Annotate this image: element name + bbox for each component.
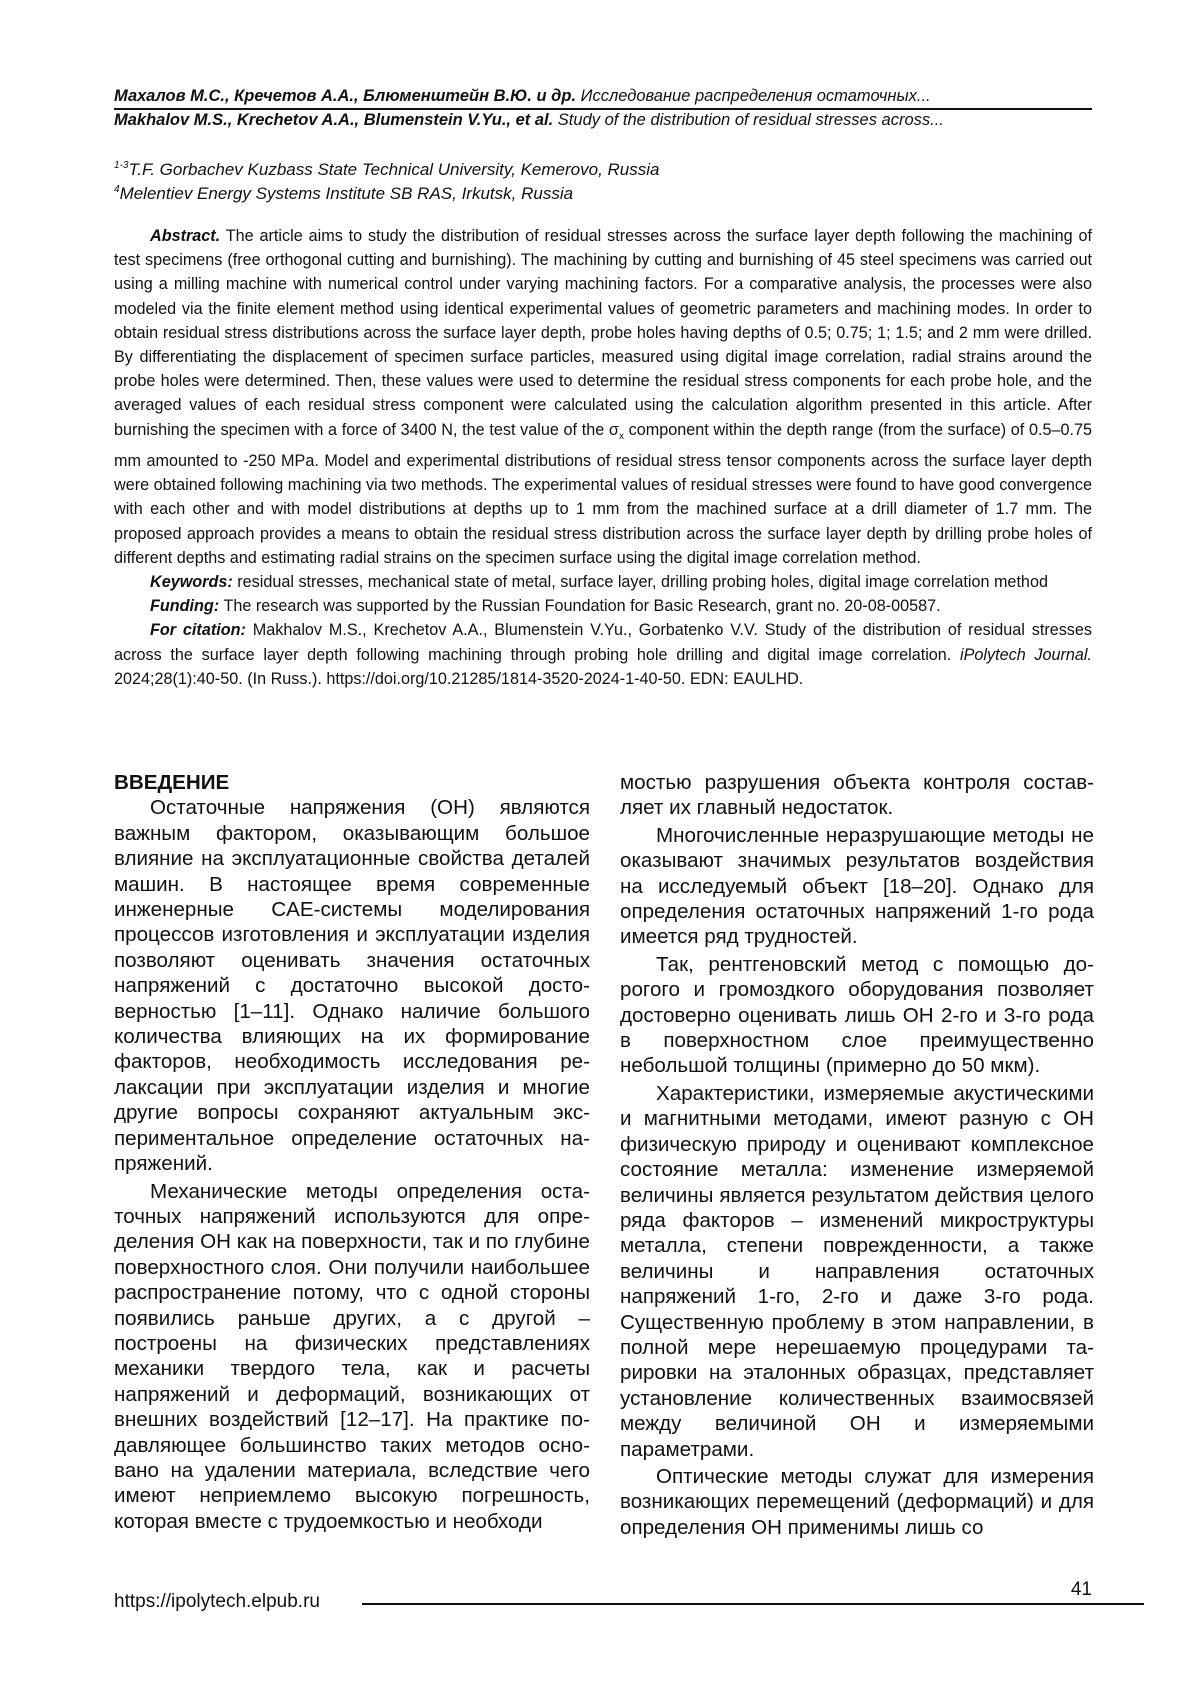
right-paragraph-1: Многочисленные неразрушающие методы не оказывают значимых результатов воздействия на исследуемый объект [18–20]. Однако для определения остаточных напряжений 1-го рода имеется ряд трудностей. <box>620 823 1094 949</box>
footer-rule <box>362 1603 1144 1605</box>
abstract-text-part-2: component within the depth range (from the surface) of 0.5–0.75 mm amounted to -250 MPa. Model and experimental distributions of residual stress tensor components across the surface layer depth were obtained following machining via two methods. The experimental values of residual stresses were found to have good convergence with each other and with model distributions at depths up to 1 mm from the machined surface at a drill diameter of 1.7 mm. The proposed approach provides a means to obtain the residual stress distribution across the surface layer depth by drilling probe holes of different depths and estimating radial strains on the specimen surface using the digital image correlation method. <box>114 420 1093 567</box>
running-header-en <box>114 110 1092 131</box>
funding-text: The research was supported by the Russian Foundation for Basic Research, grant no. 20-08-00587. <box>223 597 941 616</box>
running-header-ru-title: Исследование распределения остаточных... <box>580 87 931 105</box>
right-paragraph-3: Характеристики, измеряемые акустическими и магнитными методами, имеют разную с ОН физическую природу и оценивают комплексное состояние металла: изменение измеряемой величины является результатом действия целого ряда факторов – изменений микроструктуры металла, степени поврежденности, а также величины и направления остаточных напряжений 1-го, 2-го и даже 3-го рода. Существенную проблему в этом направлении, в полной мере нерешаемую процедурами тарировки на эталонных образцах, представляет установление количественных взаимосвязей между величиной ОН и измеряемыми параметрами. <box>620 1081 1094 1461</box>
citation-journal: iPolytech Journal. <box>960 645 1092 664</box>
page-footer <box>114 1579 1092 1612</box>
left-paragraph-2: Механические методы определения остаточных напряжений используются для определения ОН как на поверхности, так и по глубине поверхностного слоя. Они получили наибольшее распространение потому, что с одной стороны появились раньше других, а с другой – построены на физических представлениях механики твердого тела, как и расчеты напряжений и деформаций, возникающих от внешних воздействий [12–17]. На практике подавляющее большинство таких методов основано на удалении материала, вследствие чего имеют неприемлемо высокую погрешность, которая вместе с трудоемкостью и необходи <box>114 1179 590 1533</box>
abstract-text-part-1: The article aims to study the distribution of residual stresses across the surface layer depth following the machining of test specimens (free orthogonal cutting and burnishing). The machining by cutting and burnishing of 45 steel specimens was carried out using a milling machine with numerical control under varying machining factors. For a comparative analysis, the processes were also modeled via the finite element method using identical experimental values of geometric parameters and machining modes. In order to obtain residual stress distributions across the surface layer depth, probe holes having depths of 0.5; 0.75; 1; 1.5; and 2 mm were drilled. By differentiating the displacement of specimen surface particles, measured using digital image correlation, radial strains around the probe holes were determined. Then, these values were used to determine the residual stress components for each probe hole, and the averaged values of each residual stress component were calculated using the calculation algorithm presented in this article. After burnishing the specimen with a force of 3400 N, the test value of the σ <box>114 227 1092 439</box>
abstract-block <box>114 224 1092 691</box>
keywords-text: residual stresses, mechanical state of metal, surface layer, drilling probing holes, digital image correlation method <box>237 573 1048 592</box>
citation-paragraph <box>114 618 1092 691</box>
affiliation-2-text: Melentiev Energy Systems Institute SB RAS, Irkutsk, Russia <box>119 184 574 203</box>
abstract-paragraph <box>114 224 1092 570</box>
abstract-sigma-subscript: x <box>618 430 624 442</box>
affiliation-2-mark: 4 <box>114 184 120 195</box>
citation-label: For citation: <box>150 621 246 640</box>
section-heading: ВВЕДЕНИЕ <box>114 771 230 794</box>
running-header-en-title: Study of the distribution of residual stresses across... <box>557 111 944 129</box>
running-header <box>114 86 1092 131</box>
left-column <box>114 770 590 1536</box>
right-column <box>620 770 1094 1542</box>
affiliations <box>114 158 1092 206</box>
affiliation-2 <box>114 182 1092 206</box>
affiliation-1 <box>114 158 1092 182</box>
right-paragraph-2: Так, рентгеновский метод с помощью дорогого и громоздкого оборудования позволяет достоверно оценивать лишь ОН 2-го и 3-го рода в поверхностном слое преимущественно небольшой толщины (примерно до 50 мкм). <box>620 952 1094 1078</box>
affiliation-1-mark: 1-3 <box>114 160 129 171</box>
page-number: 41 <box>1070 1579 1092 1600</box>
footer-url-link[interactable]: https://ipolytech.elpub.ru <box>114 1591 320 1612</box>
keywords-paragraph <box>114 570 1092 594</box>
running-header-ru <box>114 86 1092 110</box>
citation-tail: 2024;28(1):40-50. (In Russ.). https://doi.org/10.21285/1814-3520-2024-1-40-50. EDN: EAULHD. <box>114 669 804 688</box>
keywords-label: Keywords: <box>150 573 233 592</box>
affiliation-1-text: T.F. Gorbachev Kuzbass State Technical University, Kemerovo, Russia <box>128 160 660 179</box>
left-paragraph-1: Остаточные напряжения (ОН) являются важным фактором, оказывающим большое влияние на эксплуатационные свойства деталей машин. В настоящее время современные инженерные CAE-системы моделирования процессов изготовления и эксплуатации изделия позволяют оценивать значения остаточных напряжений с достаточно высокой достоверностью [1–11]. Однако наличие большого количества влияющих на их формирование факторов, необходимость исследования релаксации при эксплуатации изделия и многие другие вопросы сохраняют актуальным экспериментальное определение остаточных напряжений. <box>114 796 590 1176</box>
right-paragraph-4: Оптические методы служат для измерения возникающих перемещений (деформаций) и для определения ОН применимы лишь со <box>620 1464 1094 1539</box>
running-header-ru-authors: Махалов М.С., Кречетов А.А., Блюменштейн В.Ю. и др. <box>114 87 577 105</box>
right-paragraph-continued: мостью разрушения объекта контроля составляет их главный недостаток. <box>620 771 1094 820</box>
running-header-en-authors: Makhalov M.S., Krechetov A.A., Blumenstein V.Yu., et al. <box>114 111 554 129</box>
funding-paragraph <box>114 594 1092 618</box>
citation-text: Makhalov M.S., Krechetov A.A., Blumenstein V.Yu., Gorbatenko V.V. Study of the distribution of residual stresses across the surface layer depth following machining through probing hole drilling and digital image correlation. <box>114 621 1092 664</box>
funding-label: Funding: <box>150 597 220 616</box>
abstract-label: Abstract. <box>150 227 221 245</box>
